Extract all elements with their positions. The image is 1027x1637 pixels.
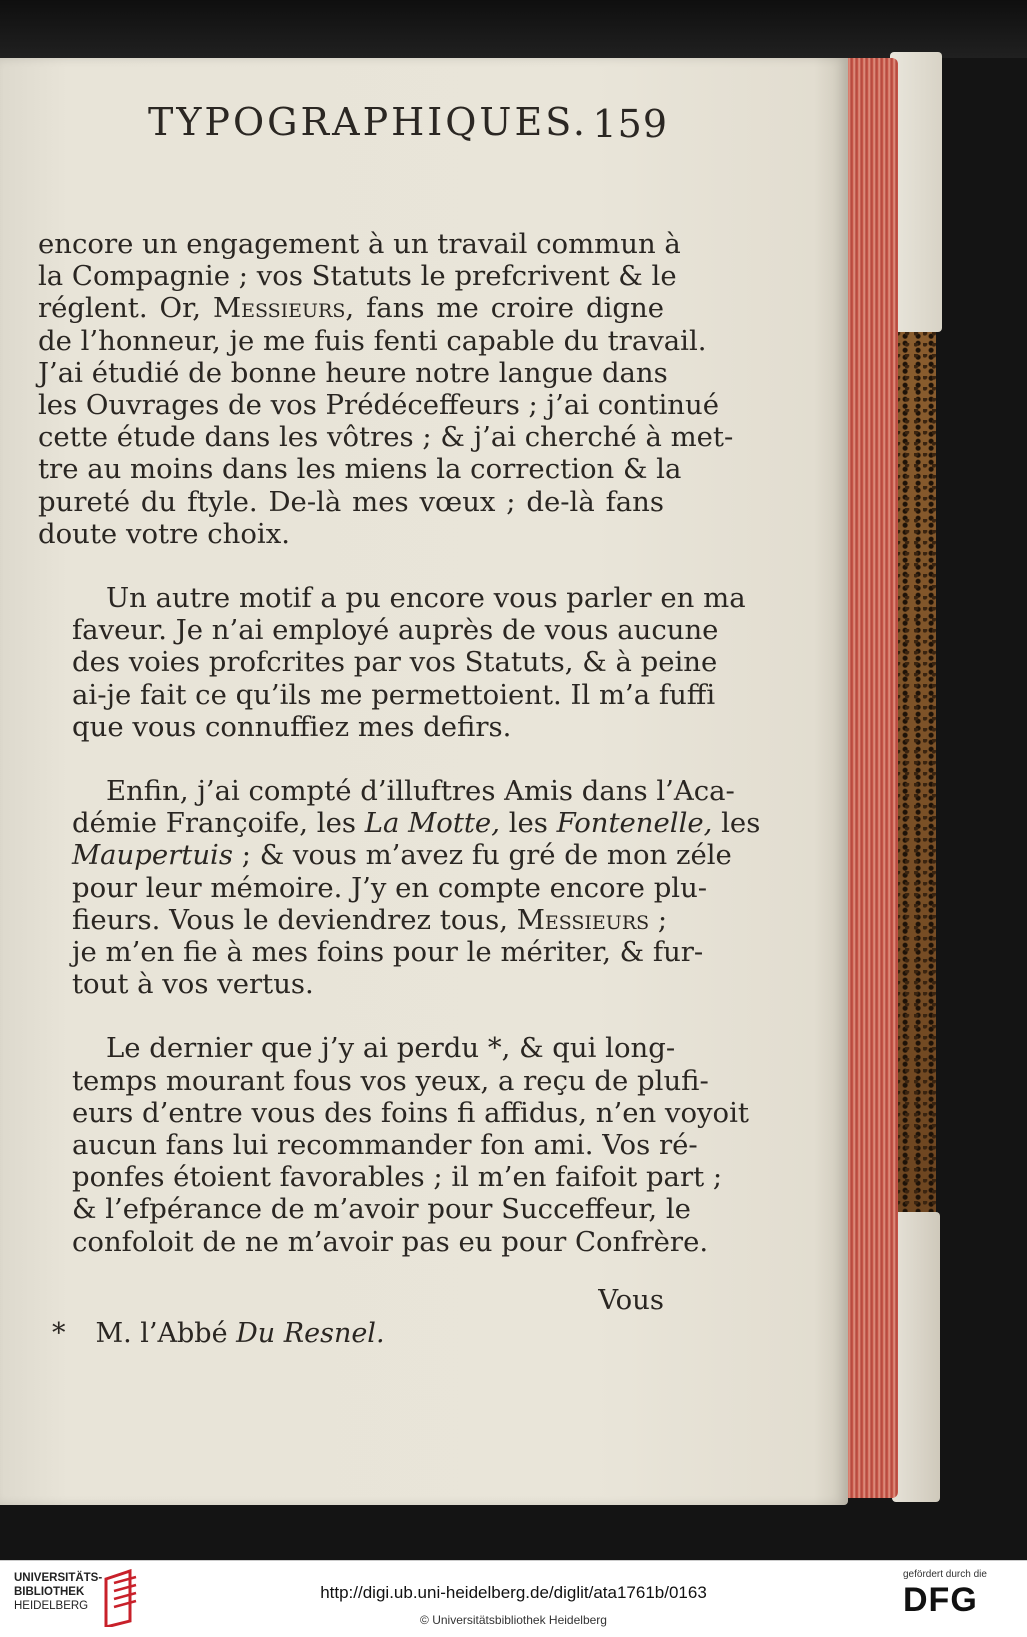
text-line: doute votre choix. xyxy=(38,517,290,550)
paragraph xyxy=(38,582,746,743)
text-line: démie Françoife, les La Motte, les Fontenelle, xyxy=(72,807,713,840)
paragraph xyxy=(38,1032,749,1258)
scan-top-background xyxy=(0,0,1027,58)
dfg-logo[interactable] xyxy=(903,1569,1013,1620)
text-line: pour leur mémoire. J’y en compte encore plu- xyxy=(72,871,708,904)
text-line: je m’en fie à mes foins pour le mériter, & fur- xyxy=(72,936,704,969)
italic-name: La Motte, xyxy=(364,807,500,840)
text-line: la Compagnie ; vos Statuts le prefcrivent & le xyxy=(38,260,677,293)
text-line: tout à vos vertus. xyxy=(72,968,314,1001)
text-line: Le dernier que j’y ai perdu *, & qui long- xyxy=(106,1032,676,1065)
text-line: ponfes étoient favorables ; il m’en faifoit part ; xyxy=(72,1161,723,1194)
text-line: cette étude dans les vôtres ; & j’ai cherché à met- xyxy=(38,421,734,454)
italic-name: Maupertuis xyxy=(72,839,233,872)
permalink-url[interactable]: http://digi.ub.uni-heidelberg.de/diglit/ata1761b/0163 xyxy=(320,1583,707,1602)
footnote-mark: * xyxy=(52,1318,66,1349)
text-line: fieurs. Vous le deviendrez tous, Messieurs ; xyxy=(72,903,668,936)
text-line: de l’honneur, je me fuis fenti capable du travail. xyxy=(38,324,707,357)
text-line: encore un engagement à un travail commun à xyxy=(38,228,681,260)
body-text xyxy=(38,228,749,1258)
library-name-line2: BIBLIOTHEK xyxy=(14,1586,85,1598)
marbled-cover-edge xyxy=(896,332,936,1212)
text-line: Un autre motif a pu encore vous parler en ma xyxy=(106,582,746,615)
library-name-line1: UNIVERSITÄTS- xyxy=(14,1572,103,1584)
text-line: les Ouvrages de vos Prédéceffeurs ; j’ai continué xyxy=(38,389,719,422)
text-line: & l’efpérance de m’avoir pour Succeffeur, le xyxy=(72,1193,691,1226)
text-line: aucun fans lui recommander fon ami. Vos ré- xyxy=(72,1129,698,1162)
text-line: confoloit de ne m’avoir pas eu pour Confrère. xyxy=(72,1225,709,1258)
text-line: eurs d’entre vous des foins fi affidus, n’en voyoit xyxy=(72,1096,749,1129)
footnote xyxy=(52,1318,385,1349)
text-line: temps mourant fous vos yeux, a reçu de plufi- xyxy=(72,1064,709,1097)
library-name-line3: HEIDELBERG xyxy=(14,1600,89,1612)
copyright-notice: © Universitätsbibliothek Heidelberg xyxy=(420,1613,607,1627)
text-line: que vous connuffiez mes defirs. xyxy=(72,710,512,743)
footnote-text: M. l’Abbé xyxy=(95,1318,237,1349)
text-line: J’ai étudié de bonne heure notre langue dans xyxy=(38,356,668,389)
italic-name: Fontenelle, xyxy=(556,807,713,840)
small-caps-word: Messieurs xyxy=(516,903,650,936)
small-caps-word: Messieurs xyxy=(212,292,346,325)
text-line: des voies profcrites par vos Statuts, & à peine xyxy=(72,646,718,679)
funding-label: gefördert durch die xyxy=(903,1569,987,1580)
text-line: Maupertuis ; & vous m’avez fu gré de mon zéle xyxy=(72,839,732,872)
text-line: faveur. Je n’ai employé auprès de vous aucune xyxy=(72,614,719,647)
footnote-name: Du Resnel. xyxy=(236,1318,385,1349)
text-line: tre au moins dans les miens la correction & la xyxy=(38,453,682,486)
running-head xyxy=(148,100,668,160)
paragraph xyxy=(38,228,734,550)
paragraph xyxy=(38,775,735,1001)
viewer-footer xyxy=(0,1560,1027,1637)
running-head-title: TYPOGRAPHIQUES. xyxy=(148,100,588,144)
catchword: Vous xyxy=(598,1284,664,1316)
text-line: ai-je fait ce qu’ils me permettoient. Il m’a fuffi xyxy=(72,678,716,711)
text-line: Enfin, j’ai compté d’illuftres Amis dans l’Aca- xyxy=(106,775,735,808)
text-line: réglent. Or, Messieurs, fans me croire digne xyxy=(38,292,665,325)
book-cover-bottom xyxy=(892,1212,940,1502)
funder-name: DFG xyxy=(903,1581,978,1619)
text-line: pureté du ftyle. De-là mes vœux ; de-là fans xyxy=(38,485,664,518)
page-number: 159 xyxy=(592,102,668,146)
